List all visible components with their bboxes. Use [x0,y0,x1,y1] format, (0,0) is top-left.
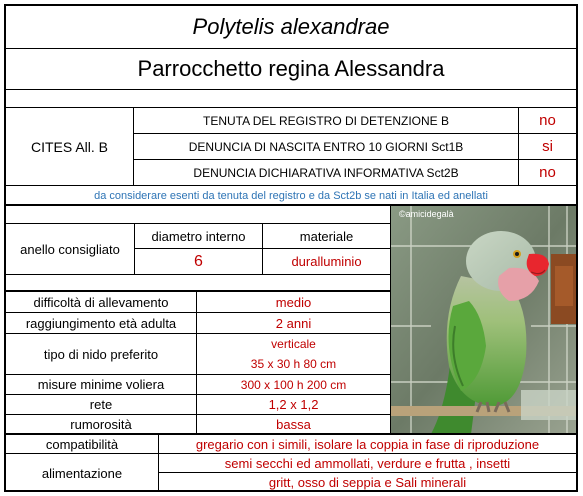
cites-row-value: no [539,112,556,129]
detail-value: bassa [276,417,311,432]
detail-value-secondary: 35 x 30 h 80 cm [250,357,337,371]
detail-value: 2 anni [275,315,312,331]
detail-label: misure minime voliera [37,377,165,392]
cites-row-value: no [539,164,556,181]
common-name: Parrocchetto regina Alessandra [137,56,445,81]
food-value-line1: semi secchi ed ammollati, verdure e frutta , insetti [224,455,511,471]
compat-value: gregario con i simili, isolare la coppia in fase di riproduzione [195,436,540,452]
detail-value: 1,2 x 1,2 [268,397,319,412]
detail-value: medio [275,294,312,310]
detail-label: rumorosità [70,417,132,432]
cites-note: da considerare esenti da tenuta del registro e da Sct2b se nati in Italia ed anellati [94,189,488,202]
ring-diameter-value: 6 [194,252,203,270]
detail-label: tipo di nido preferito [43,346,159,362]
cites-row-label: DENUNCIA DICHIARATIVA INFORMATIVA Sct2B [193,165,459,180]
detail-label: difficoltà di allevamento [33,294,169,310]
species-card [4,4,578,492]
ring-label: anello consigliato [20,241,120,257]
detail-value: verticale [271,337,316,351]
cites-label: CITES All. B [30,138,109,155]
ring-material-header: materiale [299,228,354,244]
detail-value: 300 x 100 h 200 cm [240,377,347,392]
cites-row-value: si [542,138,553,155]
compat-label: compatibilità [45,436,119,452]
ring-material-value: duralluminio [291,254,362,269]
cites-row-label: TENUTA DEL REGISTRO DI DETENZIONE B [202,113,450,128]
cites-row-label: DENUNCIA DI NASCITA ENTRO 10 GIORNI Sct1B [188,139,464,154]
parrot-photo [391,206,576,434]
food-label: alimentazione [41,465,123,481]
scientific-name: Polytelis alexandrae [192,14,390,39]
food-value-line2: gritt, osso di seppia e Sali minerali [268,474,467,490]
detail-label: rete [89,397,113,412]
detail-label: raggiungimento età adulta [25,315,177,331]
ring-diameter-header: diametro interno [151,228,246,244]
photo-watermark: ©amicidegalà [399,209,454,219]
